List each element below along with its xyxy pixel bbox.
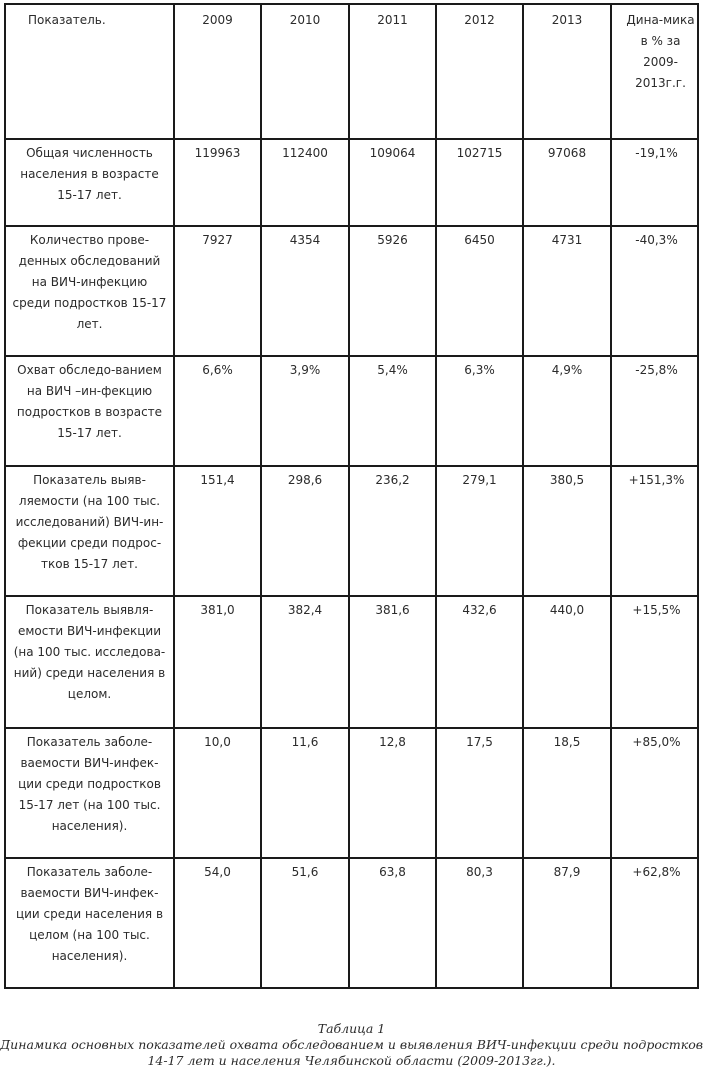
cell-dynamics: +85,0%: [611, 728, 698, 858]
table-row: [5, 226, 698, 356]
cell-value: 102715: [436, 139, 523, 226]
cell-value: 432,6: [436, 596, 523, 728]
cell-value: 87,9: [523, 858, 611, 988]
cell-value: 109064: [349, 139, 436, 226]
caption-line: 14-17 лет и населения Челябинской области (2009-2013гг.).: [147, 1053, 556, 1068]
cell-value: 10,0: [174, 728, 261, 858]
cell-value: 381,0: [174, 596, 261, 728]
cell-value: 18,5: [523, 728, 611, 858]
header-year: 2009: [174, 4, 261, 139]
header-dynamics: Дина-мика в % за 2009-2013г.г.: [611, 4, 698, 139]
table-row: [5, 596, 698, 728]
header-year: 2011: [349, 4, 436, 139]
cell-value: 97068: [523, 139, 611, 226]
row-label: Показатель выяв-ляемости (на 100 тыс. исследований) ВИЧ-ин-фекции среди подрос-тков 15-17 лет.: [5, 466, 174, 596]
cell-dynamics: +15,5%: [611, 596, 698, 728]
cell-value: 54,0: [174, 858, 261, 988]
cell-value: 298,6: [261, 466, 349, 596]
cell-value: 6450: [436, 226, 523, 356]
cell-value: 6,3%: [436, 356, 523, 466]
row-label: Показатель заболе-ваемости ВИЧ-инфек-ции среди населения в целом (на 100 тыс. населения).: [5, 858, 174, 988]
table-row: [5, 728, 698, 858]
cell-value: 5926: [349, 226, 436, 356]
cell-value: 5,4%: [349, 356, 436, 466]
cell-value: 112400: [261, 139, 349, 226]
cell-value: 12,8: [349, 728, 436, 858]
cell-value: 63,8: [349, 858, 436, 988]
cell-value: 6,6%: [174, 356, 261, 466]
data-table: [4, 3, 699, 989]
cell-value: 236,2: [349, 466, 436, 596]
cell-value: 119963: [174, 139, 261, 226]
table-header-row: [5, 4, 698, 139]
header-year: 2010: [261, 4, 349, 139]
table-row: [5, 139, 698, 226]
cell-value: 279,1: [436, 466, 523, 596]
cell-dynamics: +62,8%: [611, 858, 698, 988]
header-year: 2013: [523, 4, 611, 139]
cell-value: 4354: [261, 226, 349, 356]
cell-value: 151,4: [174, 466, 261, 596]
cell-value: 7927: [174, 226, 261, 356]
row-label: Охват обследо-ванием на ВИЧ –ин-фекцию подростков в возрасте 15-17 лет.: [5, 356, 174, 466]
header-indicator: Показатель.: [5, 4, 174, 139]
cell-dynamics: -19,1%: [611, 139, 698, 226]
table-caption: [0, 1021, 703, 1069]
cell-value: 440,0: [523, 596, 611, 728]
table-row: [5, 858, 698, 988]
row-label: Общая численность населения в возрасте 15-17 лет.: [5, 139, 174, 226]
row-label: Показатель выявля-емости ВИЧ-инфекции (на 100 тыс. исследова-ний) среди населения в целом.: [5, 596, 174, 728]
cell-value: 11,6: [261, 728, 349, 858]
header-year: 2012: [436, 4, 523, 139]
cell-dynamics: +151,3%: [611, 466, 698, 596]
row-label: Показатель заболе-ваемости ВИЧ-инфек-ции среди подростков 15-17 лет (на 100 тыс. населения).: [5, 728, 174, 858]
cell-dynamics: -40,3%: [611, 226, 698, 356]
cell-value: 3,9%: [261, 356, 349, 466]
cell-value: 17,5: [436, 728, 523, 858]
cell-dynamics: -25,8%: [611, 356, 698, 466]
table-row: [5, 356, 698, 466]
cell-value: 4731: [523, 226, 611, 356]
cell-value: 380,5: [523, 466, 611, 596]
row-label: Количество прове-денных обследований на ВИЧ-инфекцию среди подростков 15-17 лет.: [5, 226, 174, 356]
cell-value: 4,9%: [523, 356, 611, 466]
cell-value: 80,3: [436, 858, 523, 988]
caption-line: Динамика основных показателей охвата обследованием и выявления ВИЧ-инфекции среди подростков: [0, 1037, 703, 1052]
caption-number: Таблица 1: [317, 1021, 386, 1036]
cell-value: 381,6: [349, 596, 436, 728]
cell-value: 382,4: [261, 596, 349, 728]
cell-value: 51,6: [261, 858, 349, 988]
table-row: [5, 466, 698, 596]
